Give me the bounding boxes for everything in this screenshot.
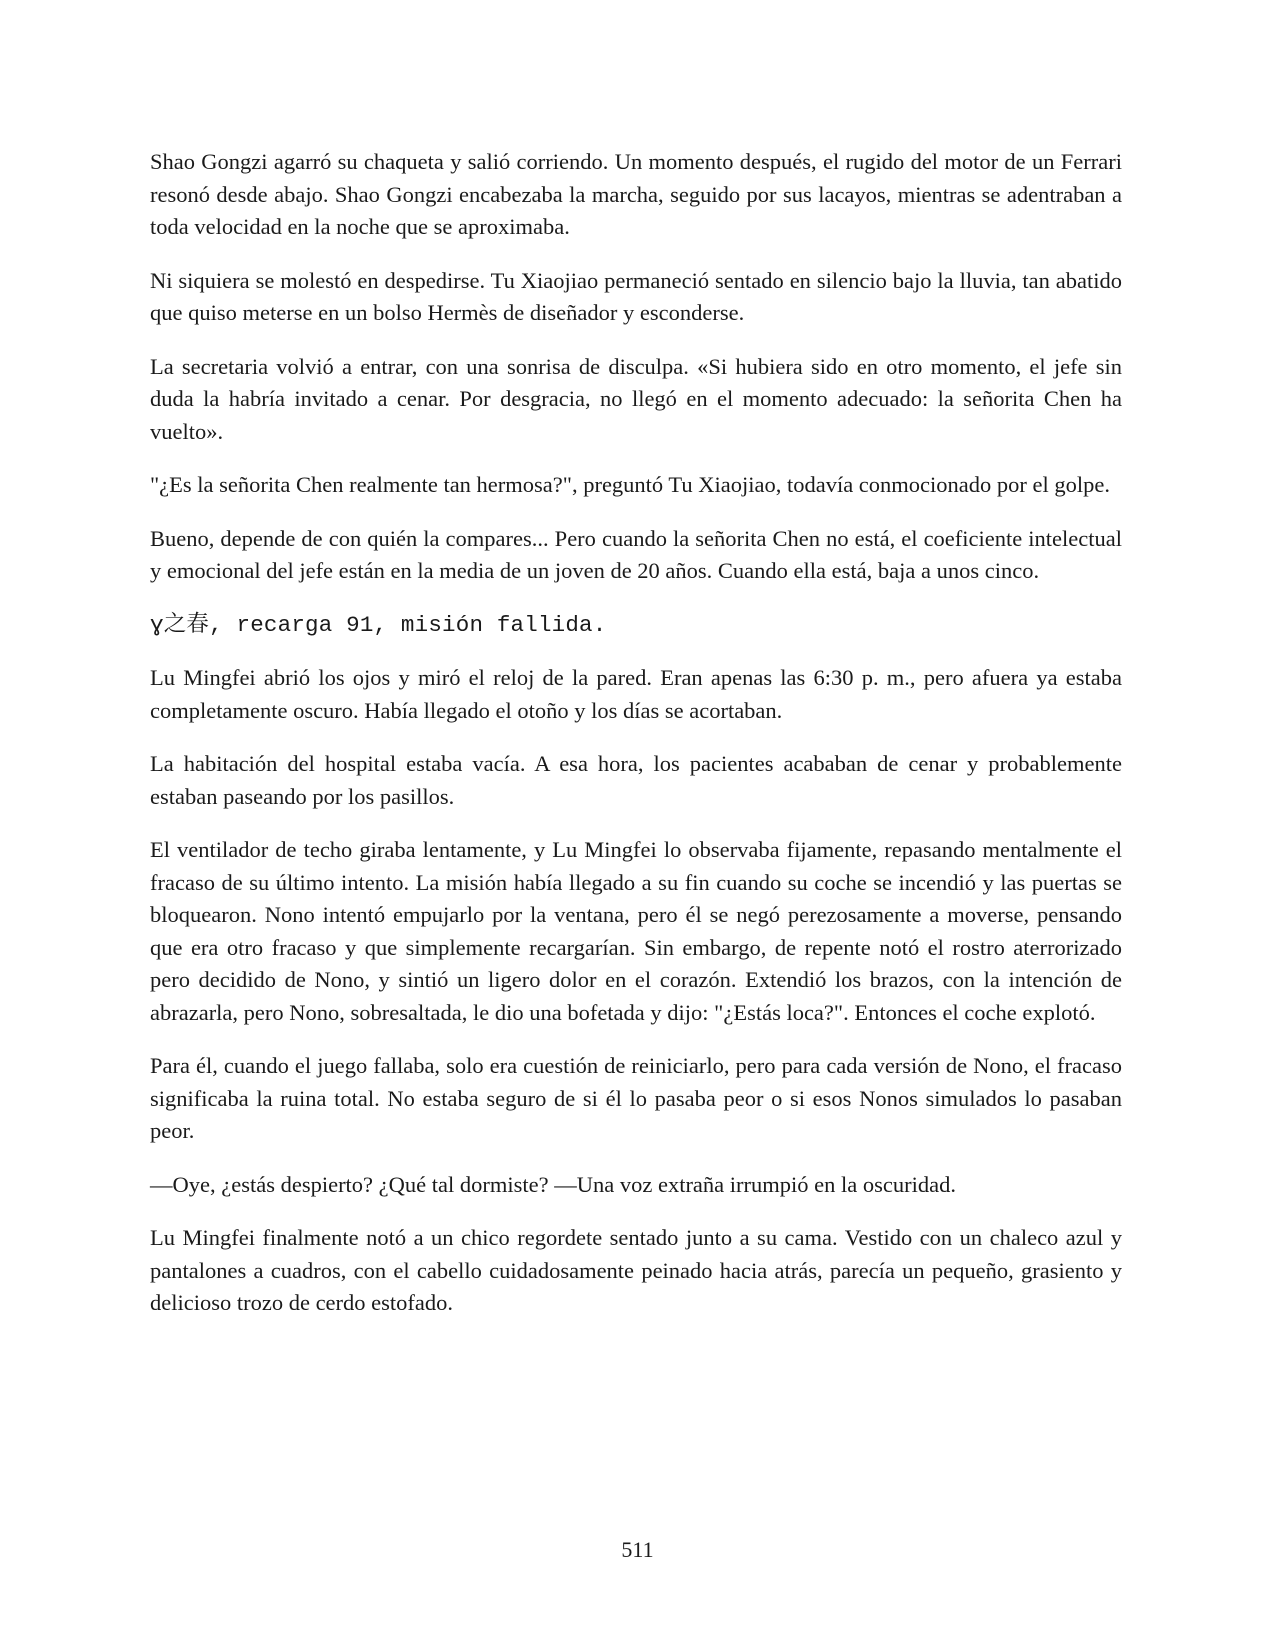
paragraph-hospital-room: La habitación del hospital estaba vacía. A esa hora, los pacientes acababan de cenar y probablemente estaban paseando por los pasillos. (150, 751, 1122, 809)
page-number: 511 (621, 1537, 654, 1562)
page-body (150, 146, 1122, 1341)
paragraph-opens-eyes: Lu Mingfei abrió los ojos y miró el reloj de la pared. Eran apenas las 6:30 p. m., pero afuera ya estaba completamente oscuro. Había llegado el otoño y los días se acortaban. (150, 665, 1122, 723)
paragraph-ceiling-fan: El ventilador de techo giraba lentamente, y Lu Mingfei lo observaba fijamente, repasando mentalmente el fracaso de su último intento. La misión había llegado a su fin cuando su coche se incendió y las puertas se bloquearon. Nono intentó empujarlo por la ventana, pero él se negó perezosamente a moverse, pensando que era otro fracaso y que simplemente recargarían. Sin embargo, de repente notó el rostro aterrorizado pero decidido de Nono, y sintió un ligero dolor en el corazón. Extendió los brazos, con la intención de abrazarla, pero Nono, sobresaltada, le dio una bofetada y dijo: "¿Estás loca?". Entonces el coche explotó. (150, 837, 1122, 1025)
paragraph-iq-comparison: Bueno, depende de con quién la compares... Pero cuando la señorita Chen no está, el coeficiente intelectual y emocional del jefe están en la media de un joven de 20 años. Cuando ella está, baja a unos cinco. (150, 525, 1122, 583)
paragraph-question-chen: "¿Es la señorita Chen realmente tan hermosa?", preguntó Tu Xiaojiao, todavía conmocionado por el golpe. (150, 472, 1110, 497)
paragraph-no-goodbye: Ni siquiera se molestó en despedirse. Tu Xiaojiao permaneció sentado en silencio bajo la lluvia, tan abatido que quiso meterse en un bolso Hermès de diseñador y esconderse. (150, 267, 1122, 325)
paragraph-chubby-boy: Lu Mingfei finalmente notó a un chico regordete sentado junto a su cama. Vestido con un chaleco azul y pantalones a cuadros, con el cabello cuidadosamente peinado hacia atrás, parecía un pequeño, grasiento y delicioso trozo de cerdo estofado. (150, 1225, 1122, 1315)
section-heading: ɣ之春, recarga 91, misión fallida. (150, 611, 607, 638)
paragraph-game-failure: Para él, cuando el juego fallaba, solo era cuestión de reiniciarlo, pero para cada versión de Nono, el fracaso significaba la ruina total. No estaba seguro de si él lo pasaba peor o si esos Nonos simulados lo pasaban peor. (150, 1053, 1122, 1143)
paragraph-shao-gongzi-leaves: Shao Gongzi agarró su chaqueta y salió corriendo. Un momento después, el rugido del motor de un Ferrari resonó desde abajo. Shao Gongzi encabezaba la marcha, seguido por sus lacayos, mientras se adentraban a toda velocidad en la noche que se aproximaba. (150, 149, 1122, 239)
paragraph-secretary: La secretaria volvió a entrar, con una sonrisa de disculpa. «Si hubiera sido en otro momento, el jefe sin duda la habría invitado a cenar. Por desgracia, no llegó en el momento adecuado: la señorita Chen ha vuelto». (150, 353, 1122, 444)
paragraph-strange-voice: —Oye, ¿estás despierto? ¿Qué tal dormiste? —Una voz extraña irrumpió en la oscuridad. (150, 1171, 956, 1197)
